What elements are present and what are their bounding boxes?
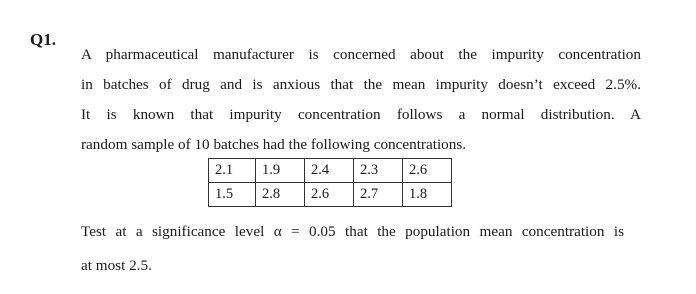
table-row <box>209 183 452 207</box>
table-cell: 2.7 <box>354 183 403 207</box>
paragraph-line: A pharmaceutical manufacturer is concerned about the impurity concentration <box>81 46 641 63</box>
table-cell: 2.4 <box>305 159 354 183</box>
paragraph-line: in batches of drug and is anxious that the mean impurity doesn’t exceed 2.5%. <box>81 76 641 93</box>
table-cell: 2.6 <box>403 159 452 183</box>
paragraph-line: random sample of 10 batches had the following concentrations. <box>81 136 467 153</box>
table-cell: 1.8 <box>403 183 452 207</box>
question-closing <box>81 215 624 283</box>
table-cell: 2.1 <box>209 159 256 183</box>
table-cell: 2.3 <box>354 159 403 183</box>
concentration-table <box>208 158 452 207</box>
closing-line: Test at a significance level α = 0.05 that the population mean concentration is <box>81 223 624 240</box>
table-row <box>209 159 452 183</box>
question-paragraph <box>81 40 641 160</box>
table-cell: 1.5 <box>209 183 256 207</box>
paragraph-line: It is known that impurity concentration follows a normal distribution. A <box>81 106 641 123</box>
closing-line: at most 2.5. <box>81 257 152 274</box>
table-cell: 1.9 <box>256 159 305 183</box>
table-cell: 2.8 <box>256 183 305 207</box>
question-number: Q1. <box>30 30 56 49</box>
table-cell: 2.6 <box>305 183 354 207</box>
